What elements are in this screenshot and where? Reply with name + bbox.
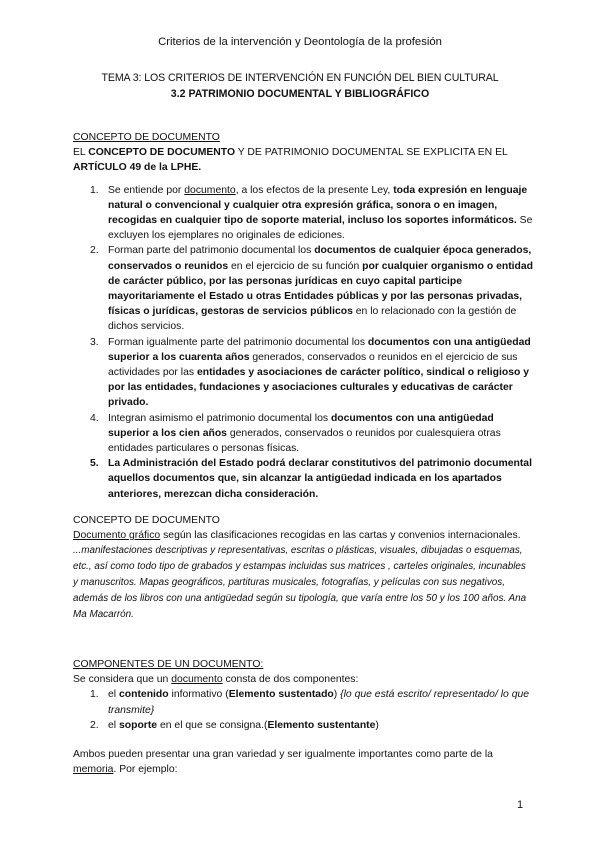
text: el bbox=[108, 719, 119, 731]
list-item bbox=[73, 183, 533, 244]
components-intro bbox=[73, 672, 533, 687]
text: Y DE PATRIMONIO DOCUMENTAL SE EXPLICITA EN EL bbox=[235, 147, 508, 159]
italic-text: {lo que está escrito/ representado/ lo que transmite} bbox=[108, 689, 530, 716]
text: el bbox=[108, 689, 119, 701]
text: . Por ejemplo: bbox=[113, 764, 178, 776]
text: consta de dos componentes: bbox=[222, 674, 359, 686]
bold-text: contenido bbox=[118, 689, 169, 701]
text: EL bbox=[73, 147, 89, 159]
text: Se entiende por bbox=[108, 184, 185, 196]
bold-text: documentos con una antigüedad superior a los cien años bbox=[108, 412, 494, 439]
quote-paragraph bbox=[73, 543, 533, 623]
components-list bbox=[73, 687, 533, 733]
item-number: 4. bbox=[90, 412, 99, 424]
item-number: 3. bbox=[90, 336, 99, 348]
list-item bbox=[73, 243, 533, 334]
page-number: 1 bbox=[517, 799, 524, 811]
quote-author: Ana Ma Macarrón. bbox=[73, 593, 527, 621]
section-componentes bbox=[73, 657, 533, 777]
bold-text: La Administración del Estado podrá declarar constitutivos del patrimonio documental aquellos documentos que, sin alcanzar la antigüedad indicada en los apartados anteriores, merezcan dicha consideración. bbox=[108, 458, 532, 500]
underlined-text: Documento gráfico bbox=[73, 530, 161, 542]
item-number: 2. bbox=[90, 719, 99, 731]
subtema-title: 3.2 PATRIMONIO DOCUMENTAL Y BIBLIOGRÁFICO bbox=[170, 88, 430, 100]
text: generados, conservados o reunidos en el ejercicio de sus actividades por las bbox=[108, 351, 518, 379]
section-concepto-1 bbox=[73, 130, 533, 502]
section-title: COMPONENTES DE UN DOCUMENTO: bbox=[73, 659, 264, 670]
bold-text: documentos de cualquier época generados, conservados o reunidos bbox=[108, 245, 532, 272]
item-number: 2. bbox=[90, 245, 99, 257]
quote-text: ...manifestaciones descriptivas y representativas, escritas o plásticas, visuales, dibujadas o esquemas, etc., así como todo tipo de grabados y estampas incluidas sus matrices , carteles originales, incunables y manuscritos. Mapas geográficos, partituras musicales, fotografías, y películas con sus negativos, además de los libros con una antigüedad según su tipología, que varía entre los 50 y los 100 años. bbox=[73, 545, 526, 605]
bold-text: soporte bbox=[118, 719, 158, 731]
bold-text: entidades y asociaciones de carácter político, sindical o religioso y por las entidades, fundaciones y asociaciones culturales y educativas de carácter privado. bbox=[108, 367, 529, 409]
bold-text: toda expresión en lenguaje natural o convencional y cualquier otra expresión gráfica, sonora o en imagen, recogidas en cualquier tipo de soporte material, incluso los soportes informáticos. bbox=[108, 184, 528, 227]
section-concepto-2 bbox=[73, 513, 533, 623]
bold-text: documentos con una antigüedad superior a los cuarenta años bbox=[108, 336, 531, 363]
bold-text: ARTÍCULO 49 de la LPHE. bbox=[73, 162, 202, 174]
list-item bbox=[73, 718, 533, 733]
underlined-text: documento bbox=[171, 674, 223, 686]
page-header: Criterios de la intervención y Deontología de la profesión bbox=[158, 36, 442, 48]
text: ) bbox=[333, 689, 341, 701]
text: en lo relacionado con la gestión de dichos servicios. bbox=[108, 306, 517, 333]
text: en el que se consigna.( bbox=[157, 719, 268, 731]
bold-text: por cualquier organismo o entidad de carácter público, por las personas jurídicas en cuyo capital participe mayoritariamente el Estado u otras Entidades públicas y por las personas privadas, físicas o jurídicas, gestoras de servicios públicos bbox=[108, 260, 534, 318]
underlined-text: memoria bbox=[73, 764, 114, 776]
text: según las clasificaciones recogidas en las cartas y convenios internacionales. bbox=[160, 530, 521, 542]
text: Forman parte del patrimonio documental los bbox=[108, 245, 315, 257]
item-number: 5. bbox=[90, 458, 99, 470]
section-title: CONCEPTO DE DOCUMENTO bbox=[73, 132, 220, 143]
item-number: 1. bbox=[90, 689, 99, 701]
closing-paragraph bbox=[73, 747, 533, 777]
article-list bbox=[73, 183, 533, 502]
text: Ambos pueden presentar una gran variedad y ser igualmente importantes como parte de la bbox=[73, 749, 493, 761]
list-item bbox=[73, 335, 533, 411]
text: , a los efectos de la presente Ley, bbox=[235, 184, 394, 196]
text: generados, conservados o reunidos por cualesquiera otras entidades particulares o personas físicas. bbox=[108, 427, 501, 455]
item-number: 1. bbox=[90, 184, 99, 196]
bold-text: CONCEPTO DE DOCUMENTO bbox=[88, 147, 236, 159]
underlined-text: documento bbox=[184, 184, 236, 196]
text: Se considera que un bbox=[73, 674, 172, 686]
text: en el ejercicio de su función bbox=[228, 260, 363, 272]
list-item bbox=[73, 456, 533, 502]
text: Integran asimismo el patrimonio documental los bbox=[108, 412, 331, 424]
text: Forman igualmente parte del patrimonio documental los bbox=[108, 336, 368, 348]
bold-text: Elemento sustentado bbox=[228, 689, 334, 701]
list-item bbox=[73, 687, 533, 717]
text: ) bbox=[375, 719, 379, 731]
text: informativo ( bbox=[168, 689, 229, 701]
tema-title: TEMA 3: LOS CRITERIOS DE INTERVENCIÓN EN FUNCIÓN DEL BIEN CULTURAL bbox=[101, 72, 499, 84]
text: Se excluyen los ejemplares no originales de ediciones. bbox=[108, 215, 533, 242]
intro-paragraph bbox=[73, 145, 533, 175]
list-item bbox=[73, 411, 533, 457]
section-title: CONCEPTO DE DOCUMENTO bbox=[73, 515, 220, 526]
bold-text: Elemento sustentante bbox=[267, 719, 376, 731]
definition-paragraph bbox=[73, 528, 533, 543]
